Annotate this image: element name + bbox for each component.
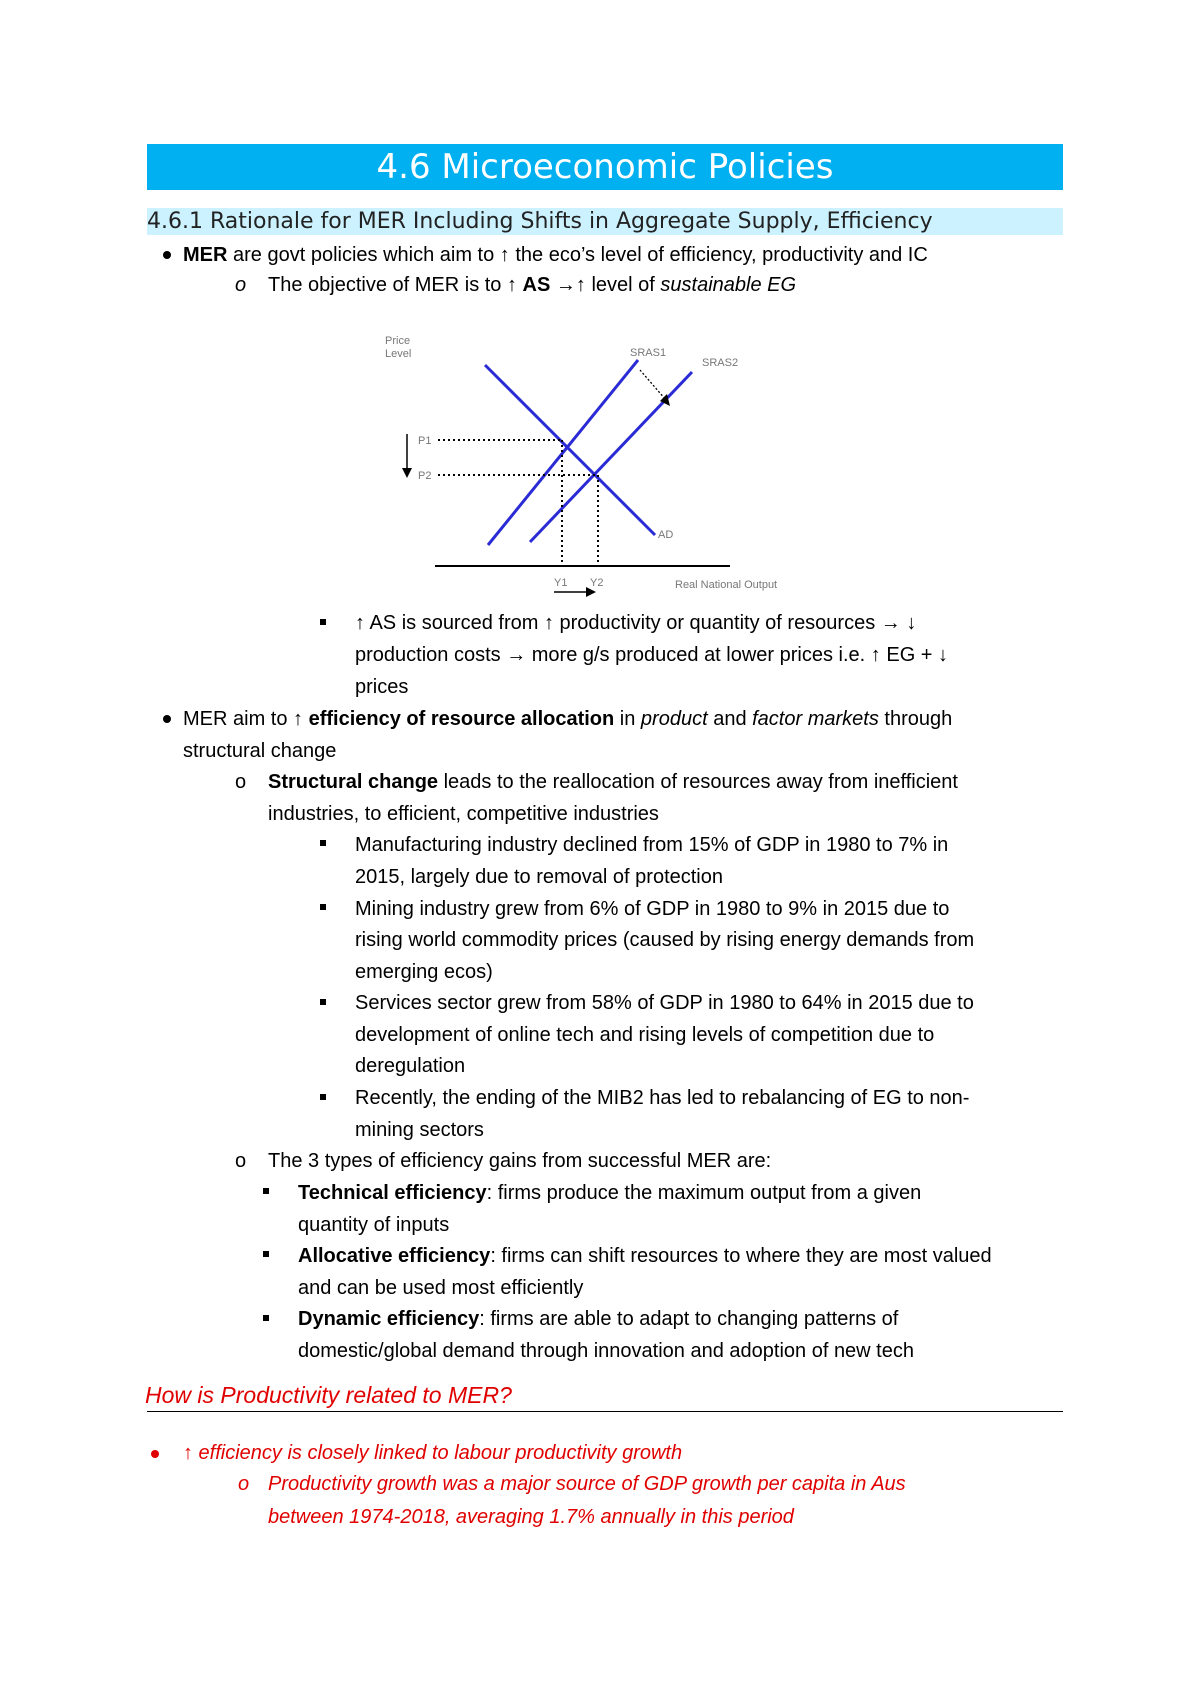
- italic-term: sustainable EG: [660, 274, 797, 296]
- bold-term: efficiency of resource allocation: [308, 708, 615, 730]
- efficiency-item: [298, 1181, 921, 1205]
- italic-term: factor markets: [752, 708, 879, 730]
- p2-label: P2: [418, 470, 432, 482]
- x-axis-label: Real National Output: [675, 579, 778, 591]
- bullet-efficiency-types: The 3 types of efficiency gains from successful MER are:: [268, 1150, 772, 1172]
- square-bullet-icon: [320, 904, 326, 910]
- sras1-label: SRAS1: [630, 347, 667, 359]
- section-heading: 4.6.1 Rationale for MER Including Shifts in Aggregate Supply, Efficiency: [147, 208, 1063, 235]
- bold-term: MER: [183, 244, 228, 266]
- circle-bullet-icon: o: [235, 274, 247, 296]
- square-bullet-icon: [320, 999, 326, 1005]
- bold-term: Dynamic efficiency: [298, 1308, 480, 1330]
- productivity-heading: How is Productivity related to MER?: [145, 1382, 512, 1408]
- text-run: : firms are able to adapt to changing patterns of: [479, 1308, 899, 1330]
- industry-item: Mining industry grew from 6% of GDP in 1980 to 9% in 2015 due to: [355, 898, 950, 920]
- bullet-mer-objective: [268, 273, 796, 297]
- efficiency-item: [298, 1244, 992, 1268]
- industry-item: Services sector grew from 58% of GDP in 1980 to 64% in 2015 due to: [355, 992, 974, 1014]
- bullet-dot-icon: [163, 715, 171, 723]
- text-run: through: [878, 708, 953, 730]
- bullet-dot-icon: [151, 1450, 159, 1458]
- square-bullet-icon: [263, 1315, 269, 1321]
- bullet-continuation: industries, to efficient, competitive industries: [268, 803, 659, 825]
- text-run: The objective of MER is to ↑: [268, 274, 523, 296]
- efficiency-item: domestic/global demand through innovation and adoption of new tech: [298, 1340, 914, 1362]
- aggregate-supply-diagram: [385, 330, 800, 600]
- bullet-productivity: ↑ efficiency is closely linked to labour productivity growth: [183, 1442, 683, 1464]
- square-bullet-icon: [263, 1251, 269, 1257]
- text-run: leads to the reallocation of resources away from inefficient: [438, 771, 958, 793]
- text-run: in: [614, 708, 641, 730]
- bullet-structural-change: [268, 770, 958, 794]
- circle-bullet-icon: o: [235, 1150, 247, 1172]
- y-axis-label: Price: [385, 335, 411, 347]
- bullet-continuation: structural change: [183, 740, 337, 762]
- page-title: 4.6 Microeconomic Policies: [147, 144, 1063, 190]
- square-bullet-icon: [320, 840, 326, 846]
- circle-bullet-icon: o: [235, 771, 247, 793]
- text-run: →↑ level of: [550, 274, 661, 296]
- ad-curve: [485, 365, 655, 535]
- text-run: and: [707, 708, 753, 730]
- industry-item: rising world commodity prices (caused by rising energy demands from: [355, 929, 975, 951]
- bullet-productivity-growth: Productivity growth was a major source of GDP growth per capita in Aus: [268, 1473, 906, 1495]
- efficiency-item: quantity of inputs: [298, 1214, 450, 1236]
- bullet-mer-definition: [183, 243, 928, 267]
- text-run: : firms produce the maximum output from a given: [486, 1182, 922, 1204]
- bold-term: AS: [522, 274, 551, 296]
- y2-label: Y2: [590, 577, 604, 589]
- industry-item: deregulation: [355, 1055, 466, 1077]
- square-bullet-icon: [263, 1188, 269, 1194]
- price-down-arrow-icon: [402, 468, 412, 478]
- y-axis-label: Level: [385, 348, 412, 360]
- ad-label: AD: [658, 529, 674, 541]
- bullet-dot-icon: [163, 251, 171, 259]
- text-run: are govt policies which aim to ↑ the eco’s level of efficiency, productivity and IC: [227, 244, 928, 266]
- bold-term: Technical efficiency: [298, 1182, 487, 1204]
- industry-item: development of online tech and rising levels of competition due to: [355, 1024, 935, 1046]
- as-source-line: ↑ AS is sourced from ↑ productivity or quantity of resources → ↓: [355, 612, 917, 634]
- heading-rule: [147, 1411, 1063, 1412]
- bullet-productivity-growth: between 1974-2018, averaging 1.7% annually in this period: [268, 1506, 794, 1528]
- text-run: : firms can shift resources to where they are most valued: [490, 1245, 992, 1267]
- sras2-label: SRAS2: [702, 357, 739, 369]
- industry-item: mining sectors: [355, 1119, 484, 1141]
- industry-item: Recently, the ending of the MIB2 has led to rebalancing of EG to non-: [355, 1087, 970, 1109]
- industry-item: emerging ecos): [355, 961, 493, 983]
- as-source-line: production costs → more g/s produced at lower prices i.e. ↑ EG + ↓: [355, 644, 949, 666]
- text-run: MER aim to ↑: [183, 708, 309, 730]
- circle-bullet-icon: o: [238, 1473, 250, 1495]
- industry-item: 2015, largely due to removal of protection: [355, 866, 723, 888]
- bullet-resource-allocation: [183, 707, 952, 731]
- bold-term: Structural change: [268, 771, 439, 793]
- as-source-line: prices: [355, 676, 409, 698]
- efficiency-item: [298, 1307, 898, 1331]
- bold-term: Allocative efficiency: [298, 1245, 491, 1267]
- efficiency-item: and can be used most efficiently: [298, 1277, 584, 1299]
- p1-label: P1: [418, 435, 432, 447]
- shift-arrow: [640, 370, 666, 400]
- industry-item: Manufacturing industry declined from 15% of GDP in 1980 to 7% in: [355, 834, 949, 856]
- italic-term: product: [640, 708, 708, 730]
- y1-label: Y1: [554, 577, 568, 589]
- square-bullet-icon: [320, 619, 326, 625]
- square-bullet-icon: [320, 1094, 326, 1100]
